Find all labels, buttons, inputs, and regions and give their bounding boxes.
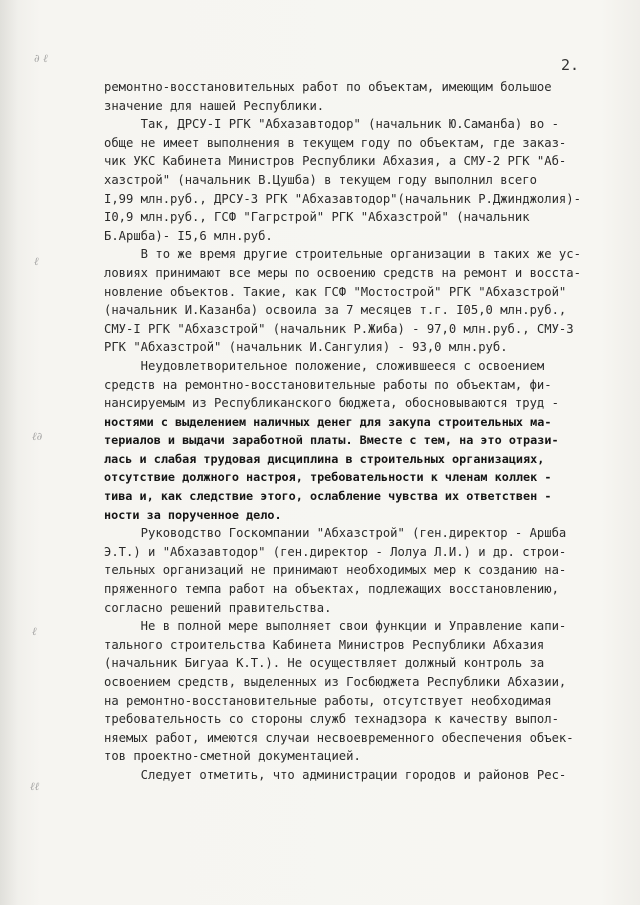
text-line: (начальник И.Казанба) освоила за 7 месяцев т.г. I05,0 млн.руб., — [104, 303, 567, 318]
text-line: новление объектов. Такие, как ГСФ "Мостострой" РГК "Абхазстрой" — [104, 284, 567, 299]
text-line: согласно решений правительства. — [104, 600, 332, 615]
text-line: ремонтно-восстановительных работ по объектам, имеющим большое — [104, 80, 552, 94]
margin-mark: ℓ∂ — [32, 430, 43, 443]
paragraph — [104, 245, 604, 357]
text-line: освоением средств, выделенных из Госбюджета Республики Абхазии, — [104, 675, 567, 689]
text-line: Следует отметить, что администрации городов и районов Рес- — [104, 767, 567, 782]
text-line: СМУ-I РГК "Абхазстрой" (начальник Р.Жиба) - 97,0 млн.руб., СМУ-3 — [104, 321, 574, 336]
page-number: 2. — [561, 56, 580, 74]
paragraph — [104, 766, 604, 785]
margin-mark: ℓ — [34, 255, 39, 268]
text-line: значение для нашей Республики. — [104, 98, 325, 113]
paragraph — [104, 524, 604, 617]
text-line: ностями с выделением наличных денег для закупа строительных ма- — [104, 414, 552, 429]
paragraph — [104, 617, 604, 766]
text-line: средств на ремонтно-восстановительные работы по объектам, фи- — [104, 377, 552, 392]
margin-mark: ∂ ℓ — [34, 52, 48, 65]
text-line: I,99 млн.руб., ДРСУ-3 РГК "Абхазавтодор"(начальник Р.Джинджолия)- — [104, 191, 581, 206]
text-line: нансируемым из Республиканского бюджета, обосновываются труд - — [104, 396, 559, 411]
text-line: хазстрой" (начальник В.Цушба) в текущем году выполнил всего — [104, 172, 537, 187]
text-line: РГК "Абхазстрой" (начальник И.Сангулия) - 93,0 млн.руб. — [104, 340, 508, 355]
text-line: (начальник Бигуаа К.Т.). Не осуществляет должный контроль за — [104, 656, 545, 671]
text-line: отсутствие должного настроя, требовательности к членам коллек - — [104, 470, 552, 485]
text-line: териалов и выдачи заработной платы. Вместе с тем, на это отрази- — [104, 433, 559, 448]
text-line: Руководство Госкомпании "Абхазстрой" (ген.директор - Аршба — [104, 526, 567, 541]
text-line: Э.Т.) и "Абхазавтодор" (ген.директор - Лолуа Л.И.) и др. строи- — [104, 544, 567, 559]
paragraph — [104, 357, 604, 524]
text-line: Б.Аршба)- I5,6 млн.руб. — [104, 228, 273, 243]
paragraph — [104, 78, 604, 115]
text-line: тельных организаций не принимают необходимых мер к созданию на- — [104, 563, 567, 578]
text-line: лась и слабая трудовая дисциплина в строительных организациях, — [104, 451, 545, 466]
text-line: на ремонтно-восстановительные работы, отсутствует необходимая — [104, 693, 552, 708]
text-line: Не в полной мере выполняет свои функции и Управление капи- — [104, 619, 567, 634]
text-line: тального строительства Кабинета Министров Республики Абхазия — [104, 637, 545, 652]
text-line: В то же время другие строительные организации в таких же ус- — [104, 247, 581, 262]
text-line: Так, ДРСУ-I РГК "Абхазавтодор" (начальник Ю.Саманба) во - — [104, 117, 559, 132]
text-line: пряженного темпа работ на объектах, подлежащих восстановлению, — [104, 582, 559, 597]
document-body — [104, 78, 604, 785]
margin-hole-marks — [0, 0, 80, 905]
text-line: требовательность со стороны служб технадзора к качеству выпол- — [104, 712, 559, 727]
text-line: I0,9 млн.руб., ГСФ "Гагрстрой" РГК "Абхазстрой" (начальник — [104, 210, 530, 225]
text-line: Неудовлетворительное положение, сложившееся с освоением — [104, 358, 545, 373]
text-line: ловиях принимают все меры по освоению средств на ремонт и восста- — [104, 265, 581, 280]
margin-mark: ℓℓ — [30, 780, 40, 793]
text-line: ности за порученное дело. — [104, 507, 282, 522]
text-line: тов проектно-сметной документацией. — [104, 749, 361, 764]
text-line: обще не имеет выполнения в текущем году по объектам, где заказ- — [104, 135, 567, 150]
paragraph — [104, 115, 604, 245]
text-line: няемых работ, имеются случаи несвоевременного обеспечения объек- — [104, 730, 574, 745]
text-line: тива и, как следствие этого, ослабление чувства их ответствен - — [104, 489, 552, 504]
margin-mark: ℓ — [32, 625, 37, 638]
text-line: чик УКС Кабинета Министров Республики Абхазия, а СМУ-2 РГК "Аб- — [104, 154, 567, 169]
